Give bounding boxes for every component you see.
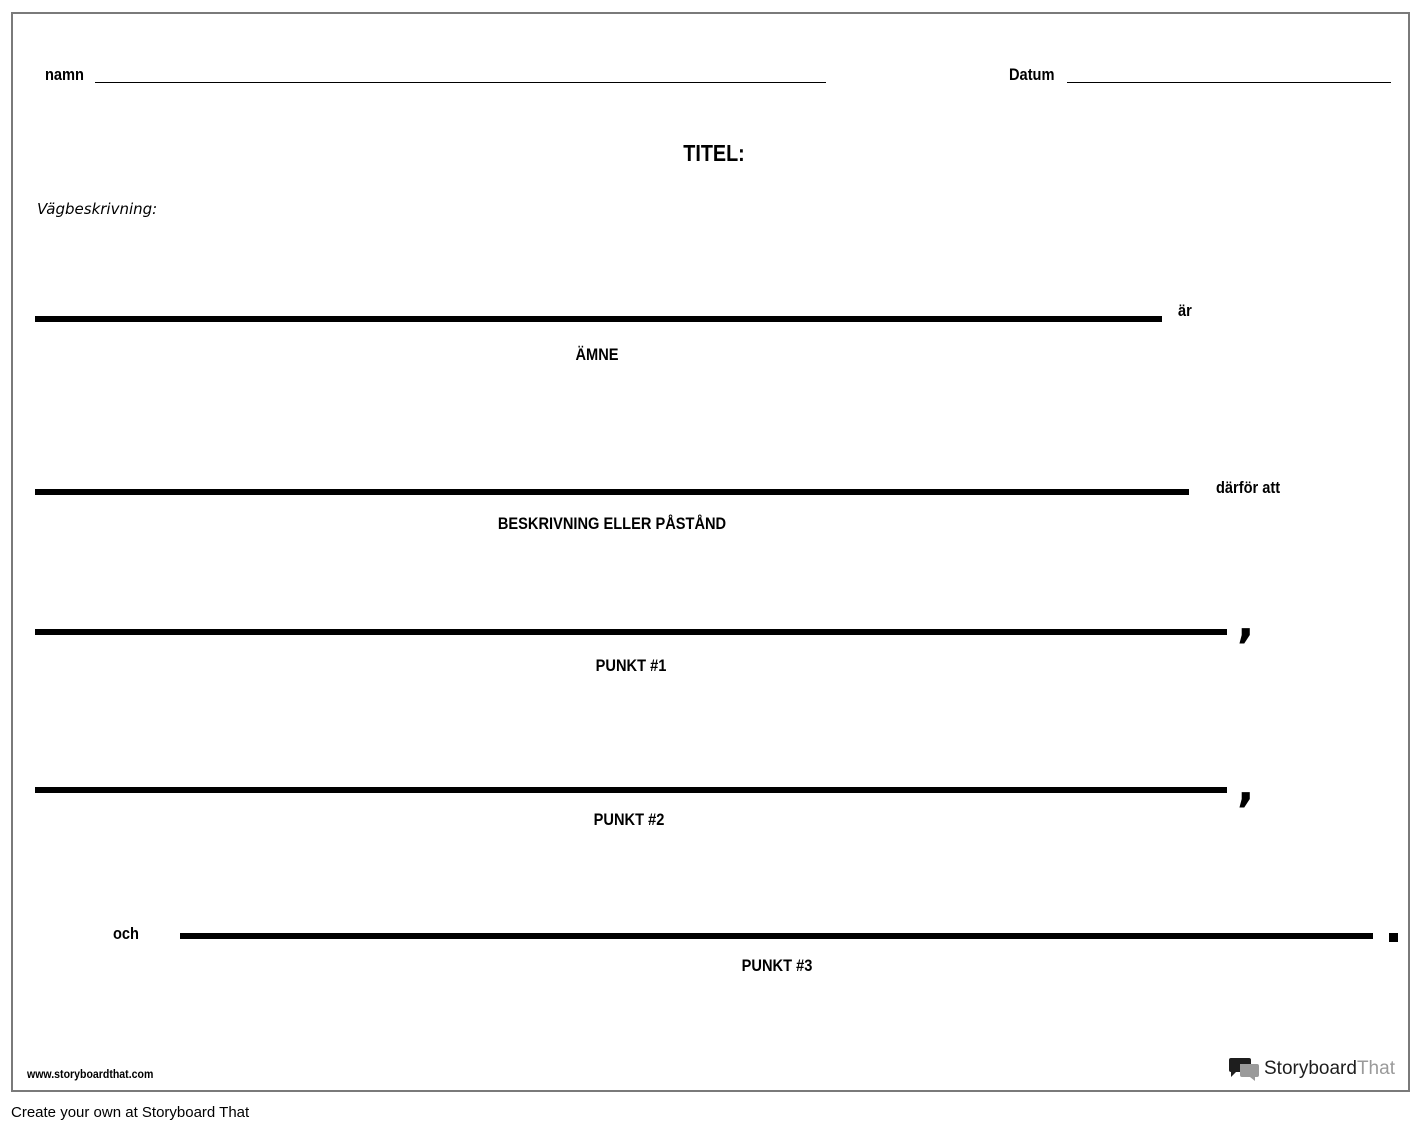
point2-comma: ,: [1237, 758, 1255, 812]
page-title: TITEL:: [683, 140, 745, 166]
directions-label: Vägbeskrivning:: [37, 200, 158, 218]
point3-period: [1389, 933, 1398, 942]
claim-connector: därför att: [1216, 478, 1281, 497]
point3-line: [180, 933, 1373, 939]
worksheet-frame: [11, 12, 1410, 1092]
point3-prefix: och: [113, 924, 140, 943]
point2-caption: PUNKT #2: [593, 810, 665, 829]
date-label: Datum: [1009, 65, 1055, 84]
point1-comma: ,: [1237, 594, 1255, 648]
point2-line: [35, 787, 1227, 793]
logo-text-that: That: [1356, 1058, 1395, 1079]
topic-caption: ÄMNE: [575, 345, 619, 364]
date-line: [1067, 82, 1391, 83]
site-url: www.storyboardthat.com: [27, 1067, 154, 1081]
name-label: namn: [45, 65, 84, 84]
point1-caption: PUNKT #1: [595, 656, 667, 675]
claim-line: [35, 489, 1189, 495]
storyboardthat-logo: [1228, 1056, 1395, 1082]
name-line: [95, 82, 826, 83]
create-your-own-link[interactable]: Create your own at Storyboard That: [11, 1104, 250, 1121]
logo-text-storyboard: Storyboard: [1264, 1058, 1357, 1079]
speech-bubbles-icon: [1228, 1056, 1260, 1082]
claim-caption: BESKRIVNING ELLER PÅSTÅND: [497, 514, 727, 533]
topic-line: [35, 316, 1162, 322]
point1-line: [35, 629, 1227, 635]
point3-caption: PUNKT #3: [741, 956, 813, 975]
topic-connector: är: [1178, 301, 1192, 320]
